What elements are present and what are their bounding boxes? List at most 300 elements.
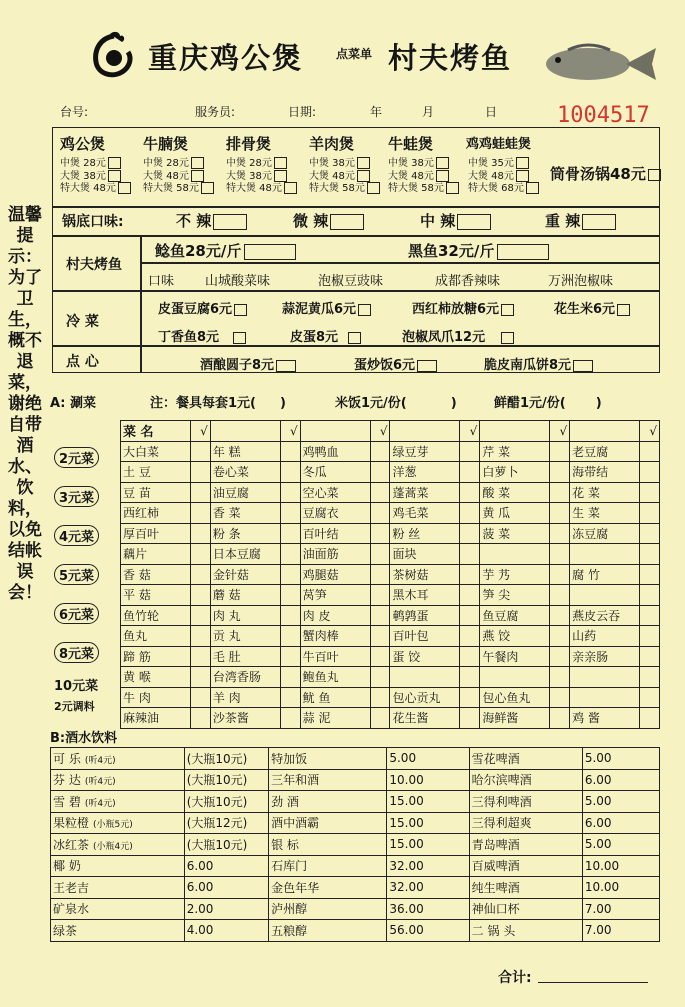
- dish-item[interactable]: 蛋 饺: [390, 646, 460, 667]
- dish-item[interactable]: 午餐肉: [480, 646, 550, 667]
- dish-check-cell[interactable]: [640, 523, 660, 544]
- drink-name[interactable]: 哈尔滨啤酒: [469, 769, 582, 791]
- fish-flavor-3[interactable]: 成都香辣味: [435, 274, 501, 289]
- dish-check-cell[interactable]: [190, 626, 210, 647]
- dish-check-cell[interactable]: [370, 462, 390, 483]
- fish-option-2[interactable]: 黑鱼32元/斤: [408, 240, 549, 261]
- dish-header-check: √: [370, 421, 390, 442]
- fish-flavor-2[interactable]: 泡椒豆豉味: [318, 274, 384, 289]
- fish-flavor-1[interactable]: 山城酸菜味: [205, 274, 271, 289]
- dish-item[interactable]: 黑木耳: [390, 585, 460, 606]
- pot-price-option[interactable]: [388, 157, 459, 170]
- dish-check-cell[interactable]: [280, 462, 300, 483]
- dish-check-cell[interactable]: [190, 503, 210, 524]
- dish-item[interactable]: 老豆腐: [570, 441, 640, 462]
- dish-check-cell[interactable]: [460, 585, 480, 606]
- dish-item[interactable]: 羊 肉: [210, 687, 280, 708]
- dish-check-cell[interactable]: [190, 482, 210, 503]
- dish-check-cell[interactable]: [370, 503, 390, 524]
- dish-check-cell[interactable]: [190, 667, 210, 688]
- fish-flavor-4[interactable]: 万洲泡椒味: [548, 274, 614, 289]
- dish-item[interactable]: 芋 艿: [480, 564, 550, 585]
- pot-size-checkbox[interactable]: [436, 170, 449, 182]
- grilled-fish-label: 村夫烤鱼: [66, 257, 122, 273]
- dish-item[interactable]: 香 菇: [121, 564, 191, 585]
- dish-item[interactable]: 海鲜酱: [480, 708, 550, 729]
- dish-check-cell[interactable]: [640, 441, 660, 462]
- dish-item[interactable]: 厚百叶: [121, 523, 191, 544]
- dish-item[interactable]: 牛 肉: [121, 687, 191, 708]
- dish-item[interactable]: 鲍鱼丸: [300, 667, 370, 688]
- dish-item[interactable]: 鸡鸭血: [300, 441, 370, 462]
- pot-size-checkbox[interactable]: [191, 157, 204, 169]
- dish-item[interactable]: 毛 肚: [210, 646, 280, 667]
- pot-size-checkbox[interactable]: [526, 182, 539, 194]
- dish-item[interactable]: 黄 瓜: [480, 503, 550, 524]
- dish-check-cell[interactable]: [190, 462, 210, 483]
- dish-check-cell[interactable]: [460, 564, 480, 585]
- dish-item[interactable]: [570, 687, 640, 708]
- drink-name[interactable]: 三得利超爽: [469, 812, 582, 834]
- dish-check-cell[interactable]: [280, 564, 300, 585]
- drink-name[interactable]: 三得利啤酒: [469, 791, 582, 813]
- dish-check-cell[interactable]: [460, 667, 480, 688]
- dish-check-cell[interactable]: [460, 626, 480, 647]
- fish-option-1[interactable]: 鲶鱼28元/斤: [155, 240, 296, 261]
- drink-name[interactable]: [51, 834, 185, 856]
- dish-check-cell[interactable]: [640, 585, 660, 606]
- dish-check-cell[interactable]: [550, 605, 570, 626]
- dish-item[interactable]: 茶树菇: [390, 564, 460, 585]
- base-flavor-option-2[interactable]: 微 辣: [293, 210, 364, 231]
- base-flavor-option-3[interactable]: 中 辣: [420, 210, 491, 231]
- dish-item[interactable]: 土 豆: [121, 462, 191, 483]
- drink-name[interactable]: 三年和酒: [269, 769, 387, 791]
- pot-size-checkbox[interactable]: [284, 182, 297, 194]
- drink-row: [51, 812, 660, 834]
- pot-price-option[interactable]: [60, 182, 131, 195]
- pot-price-option[interactable]: [226, 170, 297, 183]
- snack-item-2[interactable]: 蛋炒饭6元: [354, 354, 437, 373]
- drink-name[interactable]: 百威啤酒: [469, 855, 582, 877]
- dish-item[interactable]: 油面筋: [300, 544, 370, 565]
- dish-check-cell[interactable]: [370, 523, 390, 544]
- dish-check-cell[interactable]: [280, 503, 300, 524]
- dish-check-cell[interactable]: [370, 585, 390, 606]
- vinegar-fee[interactable]: 鲜醋1元/份( ): [494, 396, 602, 411]
- dish-check-cell[interactable]: [280, 687, 300, 708]
- drink-price: 2.00: [184, 898, 268, 920]
- dish-check-cell[interactable]: [550, 708, 570, 729]
- pot-price-option[interactable]: [309, 157, 380, 170]
- dish-item[interactable]: 冻豆腐: [570, 523, 640, 544]
- total-input-line[interactable]: [538, 982, 648, 983]
- drink-price: 7.00: [582, 898, 659, 920]
- dish-check-cell[interactable]: [280, 605, 300, 626]
- pot-name-4: 羊肉煲: [309, 135, 355, 153]
- dish-item[interactable]: 肉 丸: [210, 605, 280, 626]
- pot-size-checkbox[interactable]: [367, 182, 380, 194]
- dish-check-cell[interactable]: [370, 626, 390, 647]
- pot-price-text: 特大煲 58元: [143, 183, 199, 194]
- dish-item[interactable]: 冬瓜: [300, 462, 370, 483]
- dish-check-cell[interactable]: [190, 605, 210, 626]
- pot-price-option[interactable]: [143, 157, 214, 170]
- month-label: 月: [422, 105, 435, 119]
- dish-item[interactable]: 笋 尖: [480, 585, 550, 606]
- dish-item[interactable]: 西红柿: [121, 503, 191, 524]
- dish-check-cell[interactable]: [460, 503, 480, 524]
- drink-row: [51, 748, 660, 770]
- dish-item[interactable]: 沙茶酱: [210, 708, 280, 729]
- dish-header-check: √: [460, 421, 480, 442]
- dish-item[interactable]: 酸 菜: [480, 482, 550, 503]
- dish-check-cell[interactable]: [370, 482, 390, 503]
- pot-size-checkbox[interactable]: [436, 157, 449, 169]
- cold-item-4[interactable]: 花生米6元: [554, 298, 630, 317]
- dish-item[interactable]: 洋葱: [390, 462, 460, 483]
- dish-item[interactable]: 大白菜: [121, 441, 191, 462]
- dish-check-cell[interactable]: [460, 544, 480, 565]
- drink-name[interactable]: 雪花啤酒: [469, 748, 582, 770]
- dish-item[interactable]: 鱿 鱼: [300, 687, 370, 708]
- total-label: 合计:: [498, 970, 532, 986]
- dish-check-cell[interactable]: [640, 482, 660, 503]
- pot-size-checkbox[interactable]: [446, 182, 459, 194]
- dish-check-cell[interactable]: [460, 605, 480, 626]
- dish-item[interactable]: [570, 585, 640, 606]
- pot-price-option[interactable]: [468, 170, 539, 183]
- dish-item[interactable]: 鸡 酱: [570, 708, 640, 729]
- pot-price-text: 特大煲 68元: [468, 183, 524, 194]
- dish-check-cell[interactable]: [370, 646, 390, 667]
- pot-price-option[interactable]: [309, 170, 380, 183]
- pot-size-checkbox[interactable]: [516, 170, 529, 182]
- drink-name[interactable]: 泸州醇: [269, 898, 387, 920]
- dish-row: [121, 503, 660, 524]
- dish-item[interactable]: 绿豆芽: [390, 441, 460, 462]
- cold-item-6[interactable]: 皮蛋8元: [290, 326, 361, 345]
- soup-pot-checkbox[interactable]: [648, 169, 661, 181]
- dish-item[interactable]: 山药: [570, 626, 640, 647]
- dish-header-check: √: [280, 421, 300, 442]
- dish-item[interactable]: 腐 竹: [570, 564, 640, 585]
- dish-item[interactable]: 油豆腐: [210, 482, 280, 503]
- dish-check-cell[interactable]: [370, 544, 390, 565]
- dish-check-cell[interactable]: [280, 585, 300, 606]
- dish-check-cell[interactable]: [370, 687, 390, 708]
- drink-name[interactable]: 劲 酒: [269, 791, 387, 813]
- dish-item[interactable]: 金针菇: [210, 564, 280, 585]
- dish-item[interactable]: 日本豆腐: [210, 544, 280, 565]
- dish-item[interactable]: 蘑 菇: [210, 585, 280, 606]
- drink-price: 10.00: [582, 855, 659, 877]
- dish-check-cell[interactable]: [640, 708, 660, 729]
- dish-item[interactable]: 粉 丝: [390, 523, 460, 544]
- dish-item[interactable]: 平 菇: [121, 585, 191, 606]
- dish-check-cell[interactable]: [550, 687, 570, 708]
- dish-item[interactable]: [570, 544, 640, 565]
- price-tier-text: 3元菜: [54, 486, 99, 507]
- pot-size-checkbox[interactable]: [108, 170, 121, 182]
- dish-check-cell[interactable]: [280, 482, 300, 503]
- dish-check-cell[interactable]: [550, 462, 570, 483]
- dish-item[interactable]: 牛百叶: [300, 646, 370, 667]
- pot-price-option[interactable]: [143, 170, 214, 183]
- drink-name[interactable]: 椰 奶: [51, 855, 185, 877]
- pot-size-checkbox[interactable]: [274, 170, 287, 182]
- pot-size-checkbox[interactable]: [191, 170, 204, 182]
- dish-check-cell[interactable]: [460, 708, 480, 729]
- dish-item[interactable]: 豆腐衣: [300, 503, 370, 524]
- side-notice: 温馨提示：为了卫生，概不退菜，谢绝自带酒水、饮料，以免结帐误会！: [8, 205, 42, 603]
- drink-price: 10.00: [387, 769, 469, 791]
- drink-name[interactable]: [51, 748, 185, 770]
- dish-item[interactable]: 鸡腿菇: [300, 564, 370, 585]
- cold-item-2[interactable]: 蒜泥黄瓜6元: [282, 298, 371, 317]
- dish-check-cell[interactable]: [640, 667, 660, 688]
- drink-name[interactable]: 酒中酒霸: [269, 812, 387, 834]
- pot-size-checkbox[interactable]: [516, 157, 529, 169]
- dish-item[interactable]: 芹 菜: [480, 441, 550, 462]
- dish-check-cell[interactable]: [190, 687, 210, 708]
- drink-row: [51, 834, 660, 856]
- base-flavor-option-1[interactable]: 不 辣: [176, 210, 247, 231]
- pot-size-checkbox[interactable]: [108, 157, 121, 169]
- drink-name[interactable]: 绿茶: [51, 920, 185, 942]
- dish-check-cell[interactable]: [280, 626, 300, 647]
- drink-name[interactable]: 石库门: [269, 855, 387, 877]
- table-number-label: 台号:: [60, 105, 89, 119]
- rooster-logo-icon: [90, 30, 138, 80]
- pot-price-option[interactable]: [226, 157, 297, 170]
- dish-check-cell[interactable]: [550, 503, 570, 524]
- dish-check-cell[interactable]: [370, 441, 390, 462]
- dish-item[interactable]: 蟹肉棒: [300, 626, 370, 647]
- pot-price-option[interactable]: [60, 170, 131, 183]
- pot-price-option[interactable]: [60, 157, 131, 170]
- pot-price-option[interactable]: [388, 182, 459, 195]
- dish-check-cell[interactable]: [460, 687, 480, 708]
- drink-name[interactable]: 银 标: [269, 834, 387, 856]
- dish-check-cell[interactable]: [640, 626, 660, 647]
- drink-name[interactable]: 神仙口杯: [469, 898, 582, 920]
- dish-check-cell[interactable]: [550, 585, 570, 606]
- dish-item[interactable]: 贡 丸: [210, 626, 280, 647]
- dish-check-cell[interactable]: [460, 523, 480, 544]
- cold-item-5[interactable]: 丁香鱼8元: [158, 326, 246, 345]
- dish-item[interactable]: [390, 667, 460, 688]
- dish-check-cell[interactable]: [190, 544, 210, 565]
- hotpot-section-title: A: 涮菜: [50, 396, 97, 411]
- tableware-fee[interactable]: 注：餐具每套1元( ): [150, 396, 286, 411]
- dish-item[interactable]: 蒜 泥: [300, 708, 370, 729]
- dish-item[interactable]: 鱼豆腐: [480, 605, 550, 626]
- dish-check-cell[interactable]: [190, 585, 210, 606]
- dish-check-cell[interactable]: [280, 544, 300, 565]
- dish-item[interactable]: 鸡毛菜: [390, 503, 460, 524]
- drink-name[interactable]: 金色年华: [269, 877, 387, 899]
- dish-check-cell[interactable]: [190, 646, 210, 667]
- drink-price: 5.00: [582, 748, 659, 770]
- drink-name-text: 雪 碧: [53, 794, 81, 809]
- dish-check-cell[interactable]: [550, 441, 570, 462]
- dish-check-cell[interactable]: [370, 708, 390, 729]
- dish-item[interactable]: 百叶包: [390, 626, 460, 647]
- date-label: 日期:: [288, 105, 317, 119]
- pot-prices-5: [388, 157, 459, 195]
- dish-check-cell[interactable]: [190, 708, 210, 729]
- pot-price-option[interactable]: [468, 157, 539, 170]
- dish-item[interactable]: 包心鱼丸: [480, 687, 550, 708]
- drink-price: 56.00: [387, 920, 469, 942]
- base-flavor-option-4[interactable]: 重 辣: [545, 210, 616, 231]
- drink-name[interactable]: 特加饭: [269, 748, 387, 770]
- pot-size-checkbox[interactable]: [357, 157, 370, 169]
- drink-name[interactable]: [51, 769, 185, 791]
- pot-price-option[interactable]: [226, 182, 297, 195]
- dish-item[interactable]: 蹄 筋: [121, 646, 191, 667]
- dish-item[interactable]: 鱼竹轮: [121, 605, 191, 626]
- dish-check-cell[interactable]: [640, 462, 660, 483]
- dish-check-cell[interactable]: [550, 626, 570, 647]
- cold-item-1[interactable]: 皮蛋豆腐6元: [158, 298, 247, 317]
- dish-item[interactable]: 台湾香肠: [210, 667, 280, 688]
- dish-check-cell[interactable]: [370, 667, 390, 688]
- dish-item[interactable]: [480, 667, 550, 688]
- dish-check-cell[interactable]: [190, 441, 210, 462]
- snack-item-3[interactable]: 脆皮南瓜饼8元: [484, 354, 593, 373]
- dish-item[interactable]: 黄 喉: [121, 667, 191, 688]
- fish-flavor-label: 口味: [148, 274, 175, 289]
- dish-item[interactable]: 燕皮云吞: [570, 605, 640, 626]
- waiter-label: 服务员:: [195, 105, 236, 119]
- drink-small-price: (小瓶5元): [93, 820, 133, 831]
- pot-price-option[interactable]: [468, 182, 539, 195]
- price-tier-label: [54, 695, 95, 714]
- dish-check-cell[interactable]: [550, 523, 570, 544]
- dish-check-cell[interactable]: [190, 523, 210, 544]
- dish-item[interactable]: 粉 条: [210, 523, 280, 544]
- dish-check-cell[interactable]: [190, 564, 210, 585]
- drink-name[interactable]: 二 锅 头: [469, 920, 582, 942]
- dish-item[interactable]: 空心菜: [300, 482, 370, 503]
- dish-item[interactable]: 白萝卜: [480, 462, 550, 483]
- dish-check-cell[interactable]: [280, 523, 300, 544]
- snack-item-1[interactable]: 酒酿圆子8元: [200, 354, 296, 373]
- dish-check-cell[interactable]: [550, 564, 570, 585]
- dish-item[interactable]: 鱼丸: [121, 626, 191, 647]
- pot-price-text: 特大煲 48元: [60, 183, 116, 194]
- dish-check-cell[interactable]: [640, 564, 660, 585]
- cold-item-3[interactable]: 西红柿放糖6元: [412, 298, 514, 317]
- dish-check-cell[interactable]: [640, 503, 660, 524]
- dish-item[interactable]: 蓬蒿菜: [390, 482, 460, 503]
- dish-item[interactable]: 麻辣油: [121, 708, 191, 729]
- dish-check-cell[interactable]: [460, 482, 480, 503]
- dish-check-cell[interactable]: [550, 482, 570, 503]
- dish-item[interactable]: 卷心菜: [210, 462, 280, 483]
- dish-item[interactable]: 豆 苗: [121, 482, 191, 503]
- dish-check-cell[interactable]: [640, 605, 660, 626]
- price-tier-text: 6元菜: [54, 603, 99, 624]
- dish-check-cell[interactable]: [640, 687, 660, 708]
- drink-name[interactable]: 青岛啤酒: [469, 834, 582, 856]
- dish-item[interactable]: 肉 皮: [300, 605, 370, 626]
- drink-name[interactable]: [51, 812, 185, 834]
- dish-header-check: √: [550, 421, 570, 442]
- dish-check-cell[interactable]: [550, 667, 570, 688]
- dish-check-cell[interactable]: [370, 605, 390, 626]
- drink-name[interactable]: 纯生啤酒: [469, 877, 582, 899]
- dish-item[interactable]: 花 菜: [570, 482, 640, 503]
- dish-item[interactable]: 亲亲肠: [570, 646, 640, 667]
- pot-size-checkbox[interactable]: [201, 182, 214, 194]
- snack-label: 点 心: [66, 354, 99, 370]
- dish-item[interactable]: [570, 667, 640, 688]
- dish-item[interactable]: [480, 544, 550, 565]
- pot-price-option[interactable]: [388, 170, 459, 183]
- price-tier-text: 10元菜: [54, 679, 99, 694]
- dish-item[interactable]: 菠 菜: [480, 523, 550, 544]
- dish-item[interactable]: 年 糕: [210, 441, 280, 462]
- drink-large-price: (大瓶10元): [184, 748, 268, 770]
- dish-check-cell[interactable]: [460, 646, 480, 667]
- dish-item[interactable]: 面块: [390, 544, 460, 565]
- drink-row: [51, 791, 660, 813]
- pot-size-checkbox[interactable]: [357, 170, 370, 182]
- pot-price-option[interactable]: [143, 182, 214, 195]
- dish-check-cell[interactable]: [460, 462, 480, 483]
- pot-size-checkbox[interactable]: [118, 182, 131, 194]
- dish-item[interactable]: 燕 饺: [480, 626, 550, 647]
- dish-item[interactable]: 包心贡丸: [390, 687, 460, 708]
- dish-item[interactable]: 海带结: [570, 462, 640, 483]
- dish-check-cell[interactable]: [460, 441, 480, 462]
- dish-check-cell[interactable]: [280, 646, 300, 667]
- cold-item-7[interactable]: 泡椒凤爪12元: [402, 326, 514, 345]
- dish-item[interactable]: 藕片: [121, 544, 191, 565]
- dish-check-cell[interactable]: [550, 544, 570, 565]
- drinks-section-title: B:酒水饮料: [50, 731, 118, 746]
- rice-fee[interactable]: 米饭1元/份( ): [335, 396, 457, 411]
- dish-check-cell[interactable]: [280, 667, 300, 688]
- drink-name[interactable]: [51, 791, 185, 813]
- drink-price: 32.00: [387, 855, 469, 877]
- dish-row: [121, 646, 660, 667]
- drink-row: [51, 898, 660, 920]
- dish-check-cell[interactable]: [550, 646, 570, 667]
- dish-check-cell[interactable]: [280, 708, 300, 729]
- dish-check-cell[interactable]: [640, 646, 660, 667]
- pot-price-option[interactable]: [309, 182, 380, 195]
- drink-name[interactable]: 五粮醇: [269, 920, 387, 942]
- dish-item[interactable]: 鹌鹑蛋: [390, 605, 460, 626]
- drink-price: 36.00: [387, 898, 469, 920]
- dish-check-cell[interactable]: [640, 544, 660, 565]
- pot-size-checkbox[interactable]: [274, 157, 287, 169]
- drink-name[interactable]: 矿泉水: [51, 898, 185, 920]
- dish-item[interactable]: 香 菜: [210, 503, 280, 524]
- drink-name-text: 果粒橙: [53, 816, 90, 831]
- dish-item[interactable]: 莴笋: [300, 585, 370, 606]
- drink-name[interactable]: 王老吉: [51, 877, 185, 899]
- dish-item[interactable]: 花生酱: [390, 708, 460, 729]
- dish-check-cell[interactable]: [280, 441, 300, 462]
- dish-check-cell[interactable]: [370, 564, 390, 585]
- dish-item[interactable]: 生 菜: [570, 503, 640, 524]
- dish-item[interactable]: 百叶结: [300, 523, 370, 544]
